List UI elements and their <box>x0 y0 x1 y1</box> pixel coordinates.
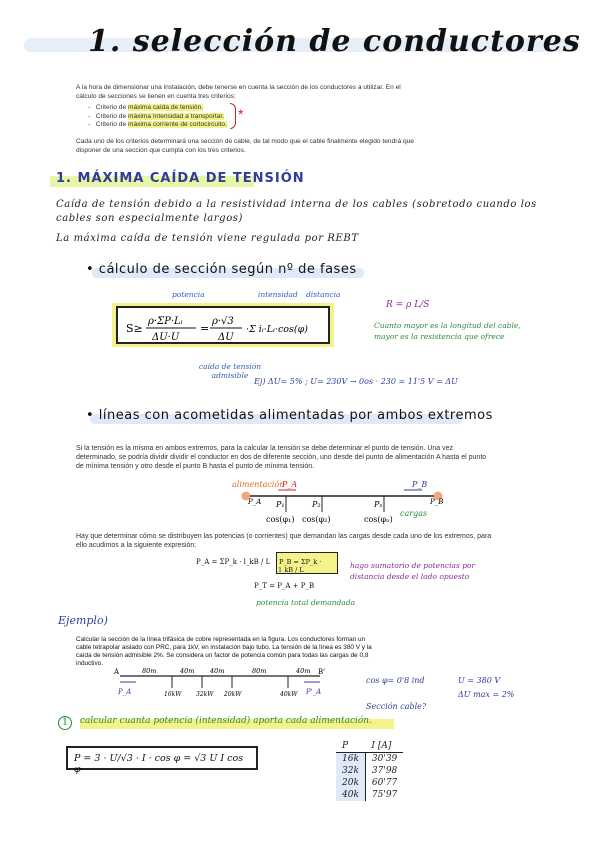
load-label-1: P₁ <box>276 500 285 509</box>
acometidas-paragraph-2: Hay que determinar cómo se distribuyen las potencias (o corrientes) que demandan las cargas desde cada uno de los extremos, para ello acudimos a la siguiente expresión: <box>76 533 492 549</box>
formula-PT: P_T = P_A + P_B <box>254 582 315 590</box>
intro-paragraph: A la hora de dimensionar una instalación, debe tenerse en cuenta la sección de los conductores a utilizar. En el cálculo de secciones se tienen en cuenta tres criterios: <box>76 84 401 100</box>
table-header: I [A] <box>365 740 403 753</box>
formula-box <box>116 306 330 344</box>
section-text-2: La máxima caída de tensión viene regulada por REBT <box>56 233 359 244</box>
voltage-note: U = 380 V <box>458 676 501 685</box>
label-cargas: cargas <box>400 509 428 518</box>
section-question: Sección cable? <box>366 702 427 711</box>
node-A-label: A <box>114 668 120 676</box>
purple-annotation: hago sumatorio de potencias por distancia desde el lado opuesto <box>350 561 476 581</box>
cos-label-1: cos(φ₁) <box>266 515 295 524</box>
example-diagram <box>92 664 348 708</box>
span-5: 40m <box>296 667 311 675</box>
cos-label-3: cos(φₙ) <box>364 515 393 524</box>
span-4: 80m <box>252 667 267 675</box>
table-header: P <box>336 740 365 753</box>
intro-paragraph-2: Cada uno de los criterios determinará una sección de cable, de tal modo que el cable finalmente elegido tendrá que disponer de una sección que cumpla con los tres criterios. <box>76 138 414 154</box>
formula-denominator-2: ΔU <box>218 332 234 343</box>
label-PB: P_B <box>430 498 444 506</box>
step-text: calcular cuanta potencia (intensidad) aporta cada alimentación. <box>80 716 372 726</box>
example-heading: Ejemplo) <box>58 614 108 627</box>
subheading: • cálculo de sección según nº de fases <box>86 262 357 277</box>
annotation-potencia: potencia <box>172 290 205 299</box>
power-formula: P = 3 · U/√3 · I · cos φ = √3 U I cos φ <box>74 753 244 775</box>
span-2: 40m <box>180 667 195 675</box>
annotation-distancia: distancia <box>306 290 341 299</box>
example-statement: Calcular la sección de la línea trifásica de cobre representada en la figura. Los conductores forman un cable tetrapolar aislado con PRC, para 1kV, en instalación bajo tubo. La tensión de la línea es 380 V y la caída de tensión admisible 2%. Se considera un factor de potencia común para todas las cargas de 0,8 inductivo. <box>76 636 372 667</box>
criterion-item: - Criterio de máxima caída de tensión. <box>88 104 204 111</box>
load-3: 20kW <box>224 691 242 698</box>
acometidas-diagram <box>200 476 460 528</box>
criterion-item: - Criterio de máxima corriente de cortocircuito. <box>88 121 227 129</box>
formula-symbol: S≥ <box>126 322 143 335</box>
formula-denominator: ΔU·U <box>152 332 180 343</box>
load-1: 16kW <box>164 691 182 698</box>
star-mark: * <box>238 106 244 122</box>
node-B-label: B' <box>318 668 326 676</box>
formula-numerator: ρ·ΣP·Lᵢ <box>148 316 183 327</box>
table-cell: 75'97 <box>371 790 398 800</box>
label-alimentacion: alimentación <box>232 480 285 489</box>
section-heading: 1. MÁXIMA CAÍDA DE TENSIÓN <box>56 171 305 186</box>
length-note: Cuanto mayor es la longitud del cable, mayor es la resistencia que ofrece <box>374 321 521 341</box>
table-row <box>336 765 403 777</box>
span-1: 80m <box>142 667 157 675</box>
current-table <box>336 740 403 801</box>
formula-PB-box <box>276 552 338 574</box>
subheading-2: • líneas con acometidas alimentadas por ambos extremos <box>86 408 493 423</box>
label-PA-arrow: P_A <box>282 480 298 489</box>
table-cell: 30'39 <box>371 754 398 764</box>
load-label-3: Pₙ <box>374 500 383 509</box>
power-formula-box <box>66 746 258 775</box>
page-title: 1. selección de conductores <box>88 24 581 59</box>
table-cell: 32k <box>336 765 365 777</box>
criterion-item: - Criterio de máxima Intensidad a transportar. <box>88 112 224 120</box>
table-row <box>336 777 403 789</box>
table-cell: 60'77 <box>371 778 398 788</box>
load-label-2: P₂ <box>312 500 321 509</box>
load-4: 40kW <box>280 691 298 698</box>
label-PB-arrow: P_B <box>412 480 428 489</box>
section-text: Caída de tensión debido a la resistividad interna de los cables (sobretodo cuando los cables son especialmente largos) <box>56 199 537 224</box>
example-voltage: Ej) ΔU= 5% ; U= 230V → 0os · 230 = 11'5 V = ΔU <box>254 377 458 386</box>
brace <box>230 103 236 129</box>
annotation-caida: caída de tensión admisible <box>198 362 262 380</box>
table-cell: 40k <box>336 789 365 801</box>
label-PA: P_A <box>248 498 262 506</box>
formula-equals: = <box>200 322 210 335</box>
acometidas-paragraph: Si la tensión es la misma en ambos extremos, para la calcular la tensión se debe determinar el punto de tensión. Una vez determinado, se podría dividir dividir el conductor en dos de diferente sección, uno desde del punto de alimentación A hasta el punto de mínima tensión y otro desde el punto B hasta el punto de mínima tensión. <box>76 445 487 470</box>
green-annotation: potencia total demandada <box>256 598 356 607</box>
formula-numerator-2: ρ·√3 <box>212 316 234 327</box>
table-cell: 16k <box>336 753 365 766</box>
table-cell: 37'98 <box>371 766 398 776</box>
resistance-formula: R = ρ L/S <box>386 300 430 310</box>
label-PA2: P'_A <box>306 688 322 696</box>
annotation-intensidad: intensidad <box>258 290 298 299</box>
formula-PA: P_A = ΣP_k · l_kB / L <box>196 558 271 566</box>
step-number: 1 <box>58 716 72 730</box>
load-2: 32kW <box>196 691 214 698</box>
formula-sum: ·Σ iᵢ·Lᵢ·cos(φ) <box>246 324 308 335</box>
drop-note: ΔU max = 2% <box>458 690 515 699</box>
table-cell: 20k <box>336 777 365 789</box>
table-row <box>336 753 403 766</box>
cos-note: cos φ= 0'8 ind <box>366 676 425 685</box>
cos-label-2: cos(φ₂) <box>302 515 331 524</box>
current-table-grid <box>336 740 403 801</box>
fases-formula <box>118 308 332 346</box>
label-PA: P_A <box>118 688 132 696</box>
span-3: 40m <box>210 667 225 675</box>
criteria-list <box>88 104 227 130</box>
table-row <box>336 789 403 801</box>
formula-PB: P_B = ΣP_k · l_kB / L <box>279 558 322 574</box>
